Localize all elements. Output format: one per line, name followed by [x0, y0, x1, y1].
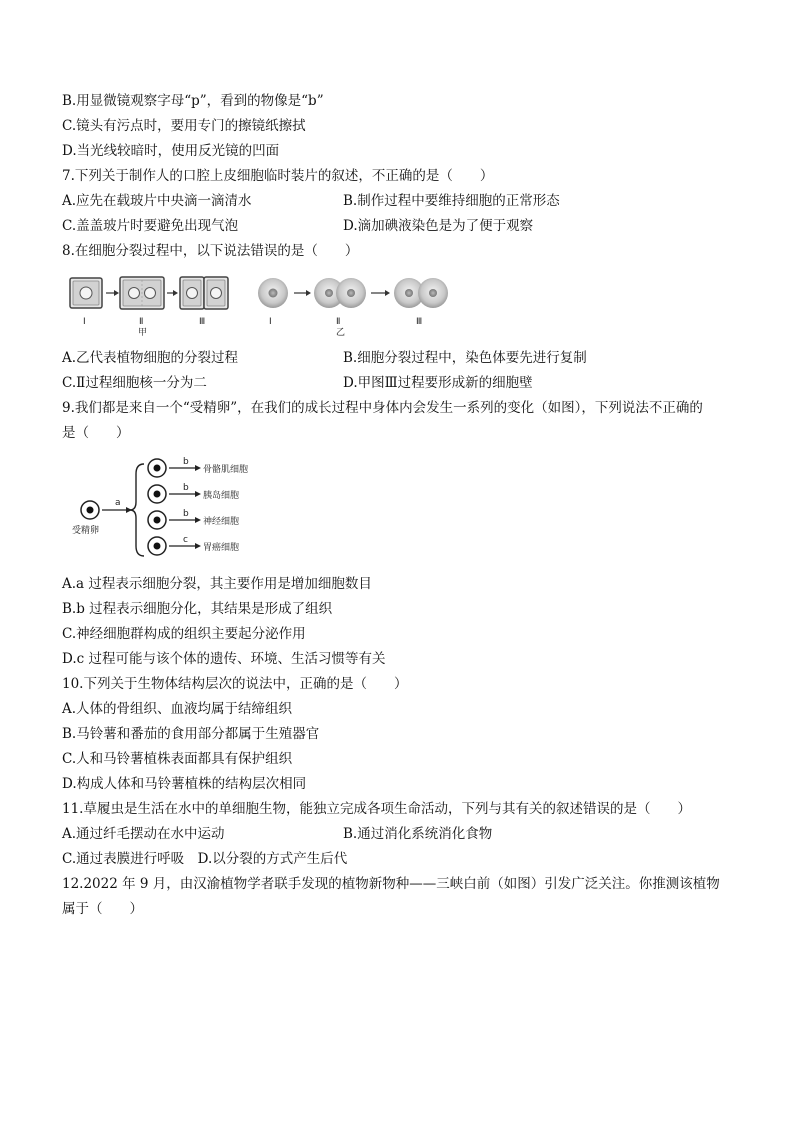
plant-cell-stage-1 — [70, 278, 102, 308]
branch-2 — [148, 483, 239, 503]
skeletal-muscle-cell-label: 骨骼肌细胞 — [203, 465, 249, 475]
q7-option-d: D.滴加碘液染色是为了便于观察 — [343, 218, 534, 234]
q6-option-c: C.镜头有污点时，要用专门的擦镜纸擦拭 — [62, 118, 306, 134]
q10-option-b: B.马铃薯和番茄的食用部分都属于生殖器官 — [62, 726, 320, 742]
q11-option-b: B.通过消化系统消化食物 — [343, 826, 493, 842]
jia-stage-2-label: Ⅱ — [139, 317, 144, 327]
zygote-cell — [81, 501, 99, 519]
animal-cell-stage-3 — [394, 278, 448, 308]
q11-options-cd: C.通过表膜进行呼吸 D.以分裂的方式产生后代 — [62, 851, 348, 867]
q7-option-a: A.应先在载玻片中央滴一滴清水 — [62, 193, 252, 209]
branch-3 — [148, 509, 239, 529]
jia-stage-3-label: Ⅲ — [199, 317, 206, 327]
q9-option-d: D.c 过程可能与该个体的遗传、环境、生活习惯等有关 — [62, 651, 386, 667]
jia-stage-1-label: Ⅰ — [83, 317, 86, 327]
q10-option-c: C.人和马铃薯植株表面都具有保护组织 — [62, 751, 293, 767]
process-b-label-3: b — [183, 509, 189, 519]
plant-cell-stage-3 — [180, 277, 228, 309]
q9-stem-line2: 是（ ） — [62, 425, 130, 441]
jia-label: 甲 — [138, 328, 148, 338]
q7-option-c: C.盖盖玻片时要避免出现气泡 — [62, 218, 239, 234]
q12-stem-line1: 12.2022 年 9 月，由汉渝植物学者联手发现的植物新物种——三峡白前（如图）引发广泛关注。你推测该植物 — [62, 876, 720, 892]
q8-option-d: D.甲图Ⅲ过程要形成新的细胞壁 — [343, 375, 533, 391]
gastric-cancer-cell-label: 胃癌细胞 — [203, 543, 240, 553]
q9-option-a: A.a 过程表示细胞分裂，其主要作用是增加细胞数目 — [62, 576, 372, 592]
q11-stem: 11.草履虫是生活在水中的单细胞生物，能独立完成各项生命活动，下列与其有关的叙述错误的是（ ） — [62, 801, 691, 817]
process-b-label-1: b — [183, 457, 189, 467]
yi-stage-1-label: Ⅰ — [269, 317, 272, 327]
branch-4 — [148, 535, 239, 555]
q10-option-d: D.构成人体和马铃薯植株的结构层次相同 — [62, 776, 307, 792]
q11-option-a: A.通过纤毛摆动在水中运动 — [62, 826, 225, 842]
q9-stem-line1: 9.我们都是来自一个“受精卵”，在我们的成长过程中身体内会发生一系列的变化（如图），下列说法不正确的 — [62, 400, 703, 416]
zygote-label: 受精卵 — [72, 526, 100, 536]
yi-stage-2-label: Ⅱ — [336, 317, 341, 327]
q6-option-b: B.用显微镜观察字母“p”，看到的物像是“b” — [62, 93, 324, 109]
cell-division-figure — [62, 268, 462, 340]
q10-option-a: A.人体的骨组织、血液均属于结缔组织 — [62, 701, 293, 717]
q8-option-a: A.乙代表植物细胞的分裂过程 — [62, 350, 239, 366]
q10-stem: 10.下列关于生物体结构层次的说法中，正确的是（ ） — [62, 676, 408, 692]
yi-stage-3-label: Ⅲ — [416, 317, 423, 327]
process-a-label: a — [115, 498, 121, 508]
q7-stem: 7.下列关于制作人的口腔上皮细胞临时装片的叙述，不正确的是（ ） — [62, 168, 494, 184]
q12-stem-line2: 属于（ ） — [62, 901, 143, 917]
q7-option-b: B.制作过程中要维持细胞的正常形态 — [343, 193, 560, 209]
islet-cell-label: 胰岛细胞 — [203, 491, 240, 501]
process-c-label: c — [183, 535, 188, 545]
nerve-cell-label: 神经细胞 — [203, 517, 240, 527]
q9-option-c: C.神经细胞群构成的组织主要起分泌作用 — [62, 626, 306, 642]
animal-cell-stage-1 — [258, 278, 288, 308]
yi-label: 乙 — [336, 328, 346, 338]
process-b-label-2: b — [183, 483, 189, 493]
q8-option-c: C.Ⅱ过程细胞核一分为二 — [62, 375, 207, 391]
q8-option-b: B.细胞分裂过程中，染色体要先进行复制 — [343, 350, 587, 366]
q9-option-b: B.b 过程表示细胞分化，其结果是形成了组织 — [62, 601, 333, 617]
q8-stem: 8.在细胞分裂过程中，以下说法错误的是（ ） — [62, 243, 359, 259]
animal-cell-stage-2 — [314, 278, 366, 308]
plant-cell-stage-2 — [120, 277, 164, 309]
cell-differentiation-figure — [62, 452, 292, 562]
branch-1 — [148, 457, 248, 477]
q6-option-d: D.当光线较暗时，使用反光镜的凹面 — [62, 143, 280, 159]
